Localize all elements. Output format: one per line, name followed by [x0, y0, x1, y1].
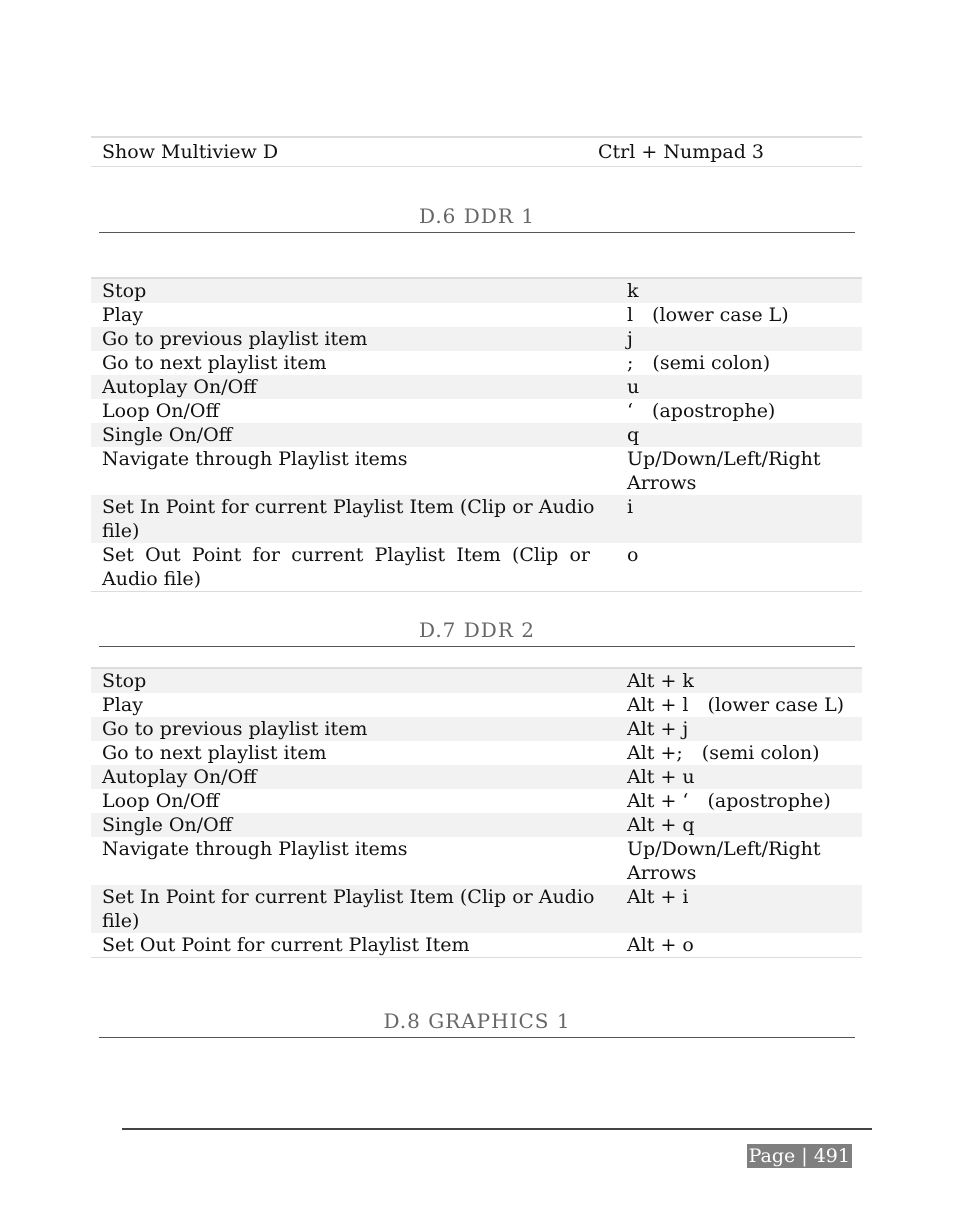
table-row — [91, 813, 862, 837]
action-cell: Navigate through Playlist items — [102, 838, 408, 860]
action-cell: Set In Point for current Playlist Item (Clip or Audio file) — [102, 496, 595, 542]
key-cell: Alt + u — [627, 766, 695, 788]
key-cell: Alt + q — [627, 814, 695, 836]
table-row — [91, 693, 862, 717]
table-row — [91, 138, 862, 166]
table-row — [91, 789, 862, 813]
multiview-shortcut-table — [91, 136, 862, 167]
action-cell: Go to next playlist item — [102, 742, 327, 764]
table-row — [91, 375, 862, 399]
key-cell: Alt + j — [627, 718, 689, 740]
table-row — [91, 885, 862, 933]
action-cell: Set Out Point for current Playlist Item — [102, 934, 470, 956]
action-cell: Set Out Point for current Playlist Item (Clip or Audio file) — [102, 544, 590, 590]
key-cell: Alt + k — [627, 670, 694, 692]
action-cell: Show Multiview D — [102, 141, 279, 163]
key-cell: ; (semi colon) — [627, 352, 771, 374]
table-row — [91, 717, 862, 741]
action-cell: Go to previous playlist item — [102, 328, 368, 350]
key-cell: l (lower case L) — [627, 304, 789, 326]
table-row — [91, 741, 862, 765]
footer-divider — [122, 1128, 872, 1130]
table-row — [91, 423, 862, 447]
key-cell: Alt + o — [627, 934, 694, 956]
key-cell: j — [627, 328, 633, 350]
key-cell: Up/Down/Left/Right Arrows — [627, 448, 821, 494]
action-cell: Play — [102, 304, 143, 326]
action-cell: Stop — [102, 670, 147, 692]
table-row — [91, 351, 862, 375]
action-cell: Go to previous playlist item — [102, 718, 368, 740]
table-row — [91, 327, 862, 351]
table-row — [91, 303, 862, 327]
table-row — [91, 495, 862, 543]
table-row — [91, 933, 862, 957]
key-cell: q — [627, 424, 640, 446]
table-row — [91, 543, 862, 591]
key-cell: u — [627, 376, 640, 398]
action-cell: Loop On/Off — [102, 790, 219, 812]
action-cell: Loop On/Off — [102, 400, 219, 422]
table-row — [91, 669, 862, 693]
key-cell: Up/Down/Left/Right Arrows — [627, 838, 821, 884]
section-heading-ddr2: D.7 DDR 2 — [99, 618, 855, 647]
action-cell: Navigate through Playlist items — [102, 448, 408, 470]
table-row — [91, 837, 862, 885]
key-cell: Alt + l (lower case L) — [627, 694, 845, 716]
page-number-badge: Page | 491 — [748, 1145, 850, 1167]
action-cell: Single On/Off — [102, 424, 233, 446]
key-cell: k — [627, 280, 639, 302]
key-cell: o — [627, 544, 639, 566]
action-cell: Set In Point for current Playlist Item (Clip or Audio file) — [102, 886, 595, 932]
ddr2-shortcut-table — [91, 667, 862, 958]
key-cell: Ctrl + Numpad 3 — [598, 141, 764, 163]
action-cell: Autoplay On/Off — [102, 766, 257, 788]
key-cell: Alt +; (semi colon) — [627, 742, 820, 764]
ddr1-shortcut-table — [91, 277, 862, 592]
section-heading-graphics1: D.8 GRAPHICS 1 — [99, 1009, 855, 1038]
action-cell: Play — [102, 694, 143, 716]
key-cell: ‘ (apostrophe) — [627, 400, 776, 422]
action-cell: Single On/Off — [102, 814, 233, 836]
table-row — [91, 447, 862, 495]
action-cell: Autoplay On/Off — [102, 376, 257, 398]
table-row — [91, 399, 862, 423]
key-cell: i — [627, 496, 634, 518]
action-cell: Go to next playlist item — [102, 352, 327, 374]
action-cell: Stop — [102, 280, 147, 302]
key-cell: Alt + i — [627, 886, 689, 908]
table-row — [91, 279, 862, 303]
key-cell: Alt + ‘ (apostrophe) — [627, 790, 831, 812]
section-heading-ddr1: D.6 DDR 1 — [99, 204, 855, 233]
table-row — [91, 765, 862, 789]
